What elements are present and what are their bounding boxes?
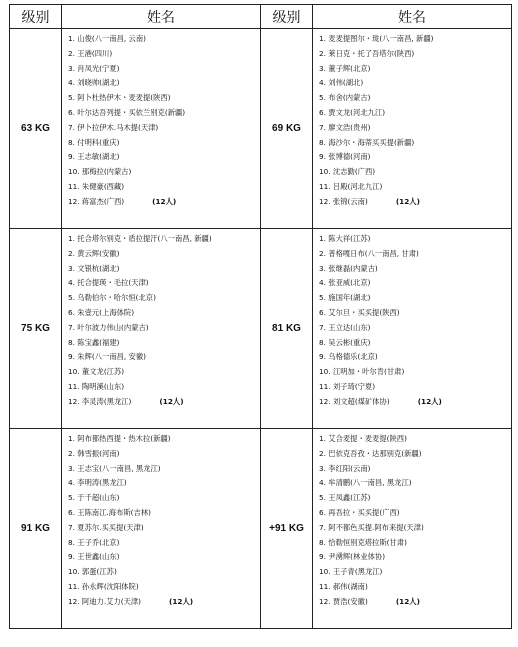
list-item xyxy=(68,595,260,610)
athlete-name: 12. 张锦(云南) xyxy=(319,196,368,206)
list-item: 10. 郭蛋(江苏) xyxy=(68,567,117,577)
list-item: 3. 李红阳(云南) xyxy=(319,463,371,473)
count-label: (12人) xyxy=(395,596,420,606)
athlete-list xyxy=(62,229,261,429)
list-item: 6. 王陈南江.海布斯(吉林) xyxy=(68,507,151,517)
list-item: 7. 夏苏尔.买买提(天津) xyxy=(68,522,144,532)
athlete-list xyxy=(313,29,512,229)
list-item: 9. 尹湧辉(林业体协) xyxy=(319,552,386,562)
list-item: 9. 张博德(河南) xyxy=(319,152,371,162)
table-row xyxy=(10,29,512,229)
weight-class-table xyxy=(9,4,512,629)
count-label: (12人) xyxy=(152,196,177,206)
count-label: (12人) xyxy=(395,196,420,206)
list-item xyxy=(68,395,260,410)
list-item: 2. 韩雪振(河南) xyxy=(68,448,120,458)
list-item: 3. 肖凤光(宁夏) xyxy=(68,63,120,73)
list-item: 11. 孙永辉(沈阳体院) xyxy=(68,581,139,591)
weight-class-cell: +91 KG xyxy=(261,429,313,629)
list-item: 6. 艾尔旦・买买提(陕西) xyxy=(319,307,400,317)
list-item: 2. 王港(四川) xyxy=(68,48,113,58)
name-header: 姓名 xyxy=(313,5,512,29)
athlete-list xyxy=(313,429,512,629)
list-item: 11. 刘子琦(宁夏) xyxy=(319,381,376,391)
athlete-list xyxy=(313,229,512,429)
weight-class-cell: 91 KG xyxy=(10,429,62,629)
list-item: 4. 牟清鹏(八一南昌, 黑龙江) xyxy=(319,478,412,488)
list-item: 7. 叶尔波力伟山(内蒙古) xyxy=(68,322,149,332)
list-item: 3. 张继磊(内蒙古) xyxy=(319,263,378,273)
list-item: 11. 朱健豪(西藏) xyxy=(68,181,125,191)
list-item: 7. 伊卜拉伊木.马木提(天津) xyxy=(68,122,159,132)
list-item: 5. 王凤鑫(江苏) xyxy=(319,493,371,503)
athlete-name: 12. 李灵涛(黑龙江) xyxy=(68,396,132,406)
list-item: 8. 王子乔(北京) xyxy=(68,537,120,547)
list-item xyxy=(319,195,511,210)
athlete-name: 12. 刘文超(煤矿体协) xyxy=(319,396,390,406)
weight-class-cell: 75 KG xyxy=(10,229,62,429)
weight-class-cell: 69 KG xyxy=(261,29,313,229)
list-item xyxy=(319,395,511,410)
list-item: 4. 托合提瑛・毛拉(天津) xyxy=(68,278,149,288)
list-item: 3. 王志宝(八一南昌, 黑龙江) xyxy=(68,463,161,473)
weight-class-cell: 81 KG xyxy=(261,229,313,429)
list-item: 2. 莱日克・托了吾塔尔(陕西) xyxy=(319,48,415,58)
list-item: 8. 海沙尔・海蒂买买提(新疆) xyxy=(319,137,415,147)
count-label: (12人) xyxy=(169,596,194,606)
list-item: 10. 那梅拉(内蒙古) xyxy=(68,167,132,177)
list-item: 5. 于千超(山东) xyxy=(68,493,120,503)
list-item: 4. 刘晓帅(湖北) xyxy=(68,78,120,88)
list-item: 8. 恰勒恒别克塔拉斯(甘肃) xyxy=(319,537,407,547)
weight-class-cell: 63 KG xyxy=(10,29,62,229)
list-item: 5. 施国年(湖北) xyxy=(319,293,371,303)
list-item: 1. 麦麦提图尔・珑(八一南昌, 新疆) xyxy=(319,34,434,43)
list-item: 6. 朱壹元(上海体院) xyxy=(68,307,135,317)
list-item xyxy=(68,195,260,210)
list-item: 5. 布舍(内蒙古) xyxy=(319,93,371,103)
athlete-name: 12. 阿迪力.艾力(天津) xyxy=(68,596,142,606)
list-item: 9. 王志敏(湖北) xyxy=(68,152,120,162)
list-item: 2. 普格嘎日布(八一南昌, 甘肃) xyxy=(319,248,419,258)
list-item: 8. 付明科(重庆) xyxy=(68,137,120,147)
table-row xyxy=(10,229,512,429)
list-item: 5. 乌勒伯尔・哈尔恒(北京) xyxy=(68,293,156,303)
list-item: 4. 李明涛(黑龙江) xyxy=(68,478,127,488)
list-item: 2. 巴依克吾孜・达那别克(新疆) xyxy=(319,448,422,458)
header-row xyxy=(10,5,512,29)
athlete-list xyxy=(62,429,261,629)
list-item: 1. 陈大祥(江苏) xyxy=(319,234,371,243)
athlete-name: 12. 蒋富杰(广西) xyxy=(68,196,125,206)
list-item: 10. 沈志勤(广西) xyxy=(319,167,376,177)
list-item: 7. 王立达(山东) xyxy=(319,322,371,332)
list-item: 6. 再吾拉・买买提(广西) xyxy=(319,507,400,517)
list-item: 11. 陶明溪(山东) xyxy=(68,381,125,391)
list-item: 6. 贾文龙(河北九江) xyxy=(319,107,386,117)
list-item: 7. 阿不都色买提.阿布来提(天津) xyxy=(319,522,424,532)
list-item: 3. 董子辉(北京) xyxy=(319,63,371,73)
list-item: 3. 文银杭(湖北) xyxy=(68,263,120,273)
list-item xyxy=(319,595,511,610)
list-item: 8. 陈宝鑫(福建) xyxy=(68,337,120,347)
list-item: 5. 阿卜杜热伊木・麦麦提(陕西) xyxy=(68,93,171,103)
count-label: (12人) xyxy=(159,396,184,406)
list-item: 10. 董文龙(江苏) xyxy=(68,367,125,377)
list-item: 11. 郝伟(湖南) xyxy=(319,581,368,591)
list-item: 10. 江明加・叶尔肯(甘肃) xyxy=(319,367,405,377)
athlete-list xyxy=(62,29,261,229)
count-label: (12人) xyxy=(417,396,442,406)
level-header: 级别 xyxy=(10,5,62,29)
list-item: 2. 黄云辉(安徽) xyxy=(68,248,120,258)
list-item: 4. 刘伟(湖北) xyxy=(319,78,364,88)
list-item: 6. 叶尔达吾列提・买依兰别克(新疆) xyxy=(68,107,186,117)
list-item: 1. 托合塔尔别克・盾拉提汗(八一南昌, 新疆) xyxy=(68,234,212,243)
list-item: 9. 乌格德乐(北京) xyxy=(319,352,378,362)
name-header: 姓名 xyxy=(62,5,261,29)
list-item: 7. 廖文浩(贵州) xyxy=(319,122,371,132)
list-item: 4. 张亚威(北京) xyxy=(319,278,371,288)
list-item: 1. 山俊(八一南昌, 云南) xyxy=(68,34,146,43)
list-item: 9. 王世鑫(山东) xyxy=(68,552,120,562)
level-header: 级别 xyxy=(261,5,313,29)
table-row xyxy=(10,429,512,629)
list-item: 10. 王子青(黑龙江) xyxy=(319,567,383,577)
list-item: 9. 朱辉(八一南昌, 安徽) xyxy=(68,352,146,362)
list-item: 1. 艾合麦提・麦麦提(陕西) xyxy=(319,434,407,443)
list-item: 8. 吴云彬(重庆) xyxy=(319,337,371,347)
athlete-name: 12. 贾浩(安徽) xyxy=(319,596,368,606)
list-item: 1. 阿布都热西提・热木拉(新疆) xyxy=(68,434,171,443)
list-item: 11. 吕殿(河北九江) xyxy=(319,181,383,191)
